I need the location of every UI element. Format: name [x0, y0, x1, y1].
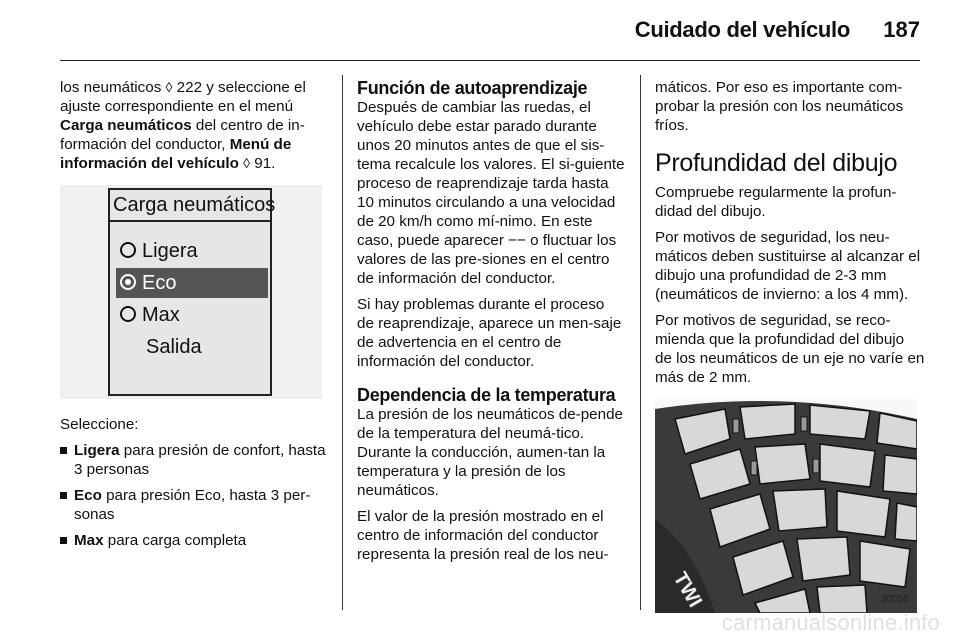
cross-reference-icon: ◊ [243, 155, 251, 171]
radio-selected-icon [120, 274, 136, 290]
header-title: Cuidado del vehículo [634, 17, 850, 42]
heading-temperature: Dependencia de la temperatura [357, 385, 616, 405]
column-right [655, 78, 925, 613]
column-divider [342, 75, 343, 610]
heading-tread-depth: Profundidad del dibujo [655, 149, 898, 177]
list-item: Ligera para presión de confort, hasta 3 personas [60, 441, 328, 479]
paragraph: Después de cambiar las ruedas, el vehículo debe estar parado durante unos 20 minutos antes de que el sis-tema recalcule los valores. El si-guiente proceso de reaprendizaje tarda hasta 10 minutos circulando a una velocidad de 20 km/h como mí-nimo. En este caso, puede aparecer −− o fluctuar los valores de las pre-siones en el centro de información del conductor. [357, 99, 625, 287]
menu-reference: Menú de información del vehículo [60, 136, 292, 172]
radio-icon [120, 306, 136, 322]
intro-paragraph: los neumáticos ◊ 222 y seleccione el ajuste correspondiente en el menú Carga neumáticos del centro de in-formación del conductor, Menú de información del vehículo ◊ 91. [60, 79, 306, 172]
paragraph: máticos. Por eso es importante com-probar la presión con los neumáticos fríos. [655, 79, 904, 134]
figure-number: 30055 [881, 594, 909, 605]
display-screen [108, 188, 276, 396]
select-label: Seleccione: [60, 416, 139, 433]
page-header [0, 0, 960, 60]
page-number: 187 [883, 17, 920, 42]
paragraph: Compruebe regularmente la profun-didad del dibujo. [655, 184, 897, 220]
paragraph: El valor de la presión mostrado en el centro de información del conductor representa la presión real de los neu- [357, 508, 609, 563]
option-max: Max [116, 300, 268, 330]
column-left [60, 78, 328, 557]
radio-icon [120, 242, 136, 258]
paragraph: La presión de los neumáticos de-pende de la temperatura del neumá-tico. Durante la conducción, aumen-tan la temperatura y la presión de los neumáticos. [357, 406, 623, 499]
option-salida: Salida [146, 336, 202, 358]
column-divider [640, 75, 641, 610]
tire-tread-illustration [655, 399, 917, 613]
header-rule [60, 60, 920, 61]
list-item: Eco para presión Eco, hasta 3 per-sonas [60, 486, 328, 524]
tire-load-menu-figure [60, 185, 322, 399]
option-eco-selected: Eco [116, 268, 268, 298]
paragraph: Si hay problemas durante el proceso de reaprendizaje, aparece un men-saje de advertencia en el centro de información del conductor. [357, 296, 622, 370]
options-list [60, 441, 328, 550]
twi-label: TWI [668, 568, 707, 612]
list-item: Max para carga completa [60, 531, 328, 550]
column-middle [357, 78, 625, 571]
tire-tread-figure [655, 399, 917, 613]
cross-reference-icon: ◊ [165, 79, 173, 95]
screen-title: Carga neumáticos [110, 190, 270, 222]
menu-name: Carga neumáticos [60, 117, 192, 134]
heading-autolearn: Función de autoaprendizaje [357, 78, 588, 98]
paragraph: Por motivos de seguridad, los neu-máticos deben sustituirse al alcanzar el dibujo una profundidad de 2-3 mm (neumáticos de invierno: a los 4 mm). [655, 229, 921, 303]
paragraph: Por motivos de seguridad, se reco-mienda que la profundidad del dibujo de los neumáticos de un eje no varíe en más de 2 mm. [655, 312, 925, 386]
watermark: carmanualsonline.info [721, 610, 940, 635]
option-ligera: Ligera [116, 236, 268, 266]
